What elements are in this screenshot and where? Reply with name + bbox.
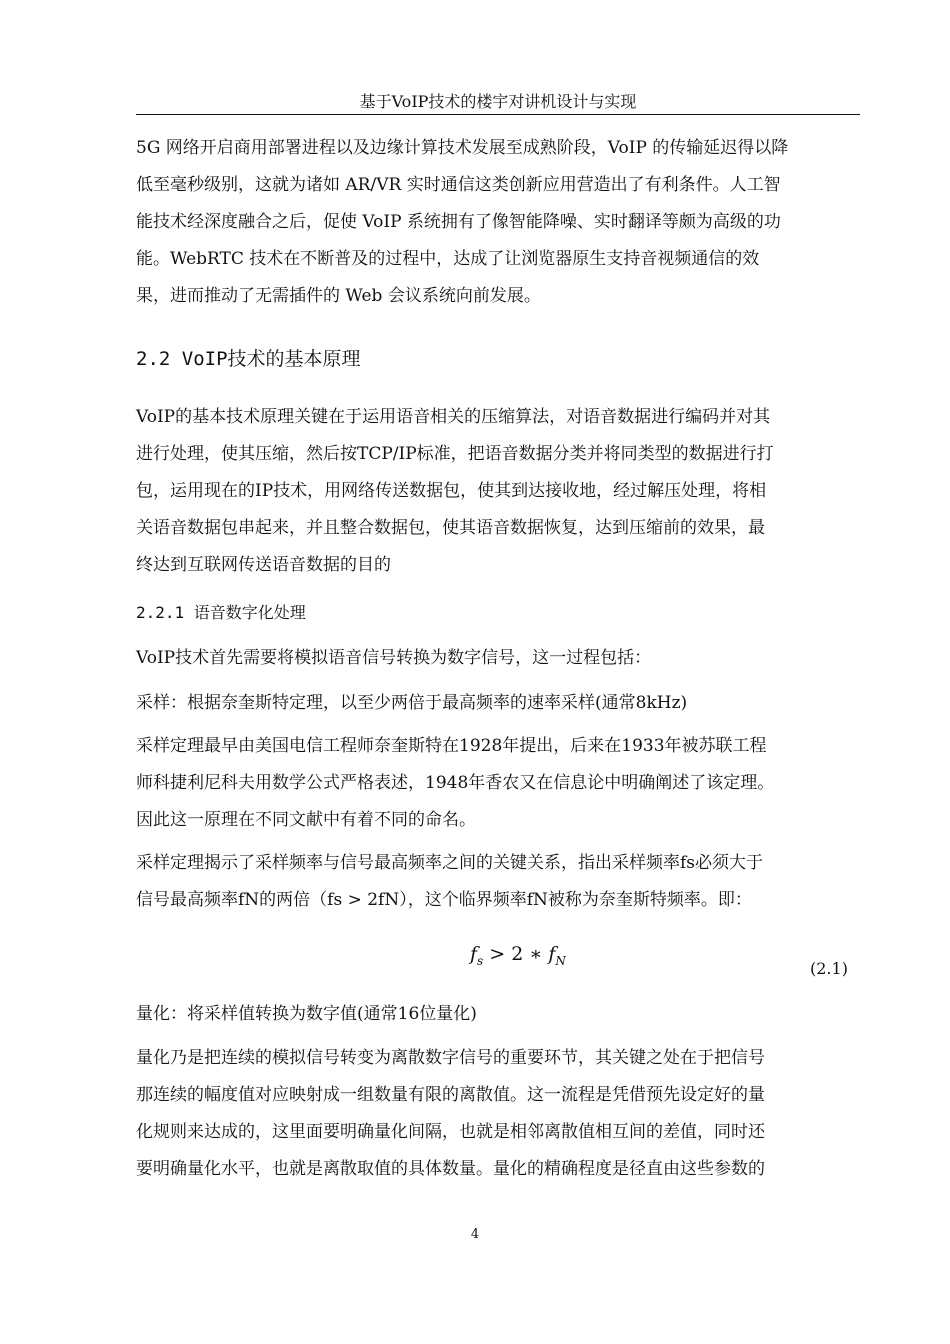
text-line: 低至毫秒级别，这就为诸如 AR/VR 实时通信这类创新应用营造出了有利条件。人工智 <box>136 175 781 195</box>
running-header: 基于VoIP技术的楼宇对讲机设计与实现 <box>359 92 637 111</box>
text-line: VoIP技术首先需要将模拟语音信号转换为数字信号，这一过程包括： <box>136 648 652 668</box>
equation-number: (2.1) <box>810 959 848 978</box>
section-heading-2-2: 2.2 VoIP技术的基本原理 <box>136 348 361 370</box>
text-line: 终达到互联网传送语音数据的目的 <box>136 555 391 575</box>
formula-rhs: f <box>548 943 556 965</box>
text-line: 包，运用现在的IP技术，用网络传送数据包，使其到达接收地，经过解压处理，将相 <box>136 481 767 501</box>
paragraph-quantization-detail <box>136 1040 860 1188</box>
text-line: 采样定理揭示了采样频率与信号最高频率之间的关键关系，指出采样频率fs必须大于 <box>136 853 764 873</box>
text-line: 要明确量化水平，也就是离散取值的具体数量。量化的精确程度是径直由这些参数的 <box>136 1159 765 1179</box>
text-line: 师科捷利尼科夫用数学公式严格表述，1948年香农又在信息论中明确阐述了该定理。 <box>136 773 775 793</box>
paragraph-quantization <box>136 996 860 1033</box>
header-rule <box>136 114 860 115</box>
text-line: 量化乃是把连续的模拟信号转变为离散数字信号的重要环节，其关键之处在于把信号 <box>136 1048 765 1068</box>
text-line: 因此这一原理在不同文献中有着不同的命名。 <box>136 810 476 830</box>
paragraph-sampling-theorem <box>136 845 860 919</box>
formula-lhs: f <box>470 943 478 965</box>
text-line: 能。WebRTC 技术在不断普及的过程中，达成了让浏览器原生支持音视频通信的效 <box>136 249 760 269</box>
equation-2-1 <box>470 936 566 979</box>
paragraph-sampling-history <box>136 728 860 839</box>
page-number: 4 <box>470 1227 480 1242</box>
text-line: 果，进而推动了无需插件的 Web 会议系统向前发展。 <box>136 286 541 306</box>
paragraph-conversion <box>136 640 860 677</box>
formula-op: > 2 ∗ <box>483 943 549 965</box>
text-line: 能技术经深度融合之后，促使 VoIP 系统拥有了像智能降噪、实时翻译等颇为高级的功 <box>136 212 781 232</box>
text-line: 那连续的幅度值对应映射成一组数量有限的离散值。这一流程是凭借预先设定好的量 <box>136 1085 765 1105</box>
text-line: 进行处理，使其压缩，然后按TCP/IP标准，把语音数据分类并将同类型的数据进行打 <box>136 444 774 464</box>
formula-lhs-sub: s <box>477 953 484 968</box>
section-heading-2-2-1: 2.2.1 语音数字化处理 <box>136 603 306 622</box>
principle-paragraph <box>136 399 860 584</box>
formula-rhs-sub: N <box>555 953 566 968</box>
text-line: 5G 网络开启商用部署进程以及边缘计算技术发展至成熟阶段，VoIP 的传输延迟得以降 <box>136 138 789 158</box>
intro-paragraph <box>136 130 860 315</box>
text-line: 关语音数据包串起来，并且整合数据包，使其语音数据恢复，达到压缩前的效果，最 <box>136 518 765 538</box>
text-line: 量化：将采样值转换为数字值(通常16位量化) <box>136 1004 477 1024</box>
text-line: 采样定理最早由美国电信工程师奈奎斯特在1928年提出，后来在1933年被苏联工程 <box>136 736 767 756</box>
text-line: 采样：根据奈奎斯特定理，以至少两倍于最高频率的速率采样(通常8kHz) <box>136 693 688 713</box>
text-line: 信号最高频率fN的两倍（fs > 2fN），这个临界频率fN被称为奈奎斯特频率。即： <box>136 890 752 910</box>
text-line: VoIP的基本技术原理关键在于运用语音相关的压缩算法，对语音数据进行编码并对其 <box>136 407 771 427</box>
text-line: 化规则来达成的，这里面要明确量化间隔，也就是相邻离散值相互间的差值，同时还 <box>136 1122 765 1142</box>
paragraph-sampling <box>136 685 860 722</box>
